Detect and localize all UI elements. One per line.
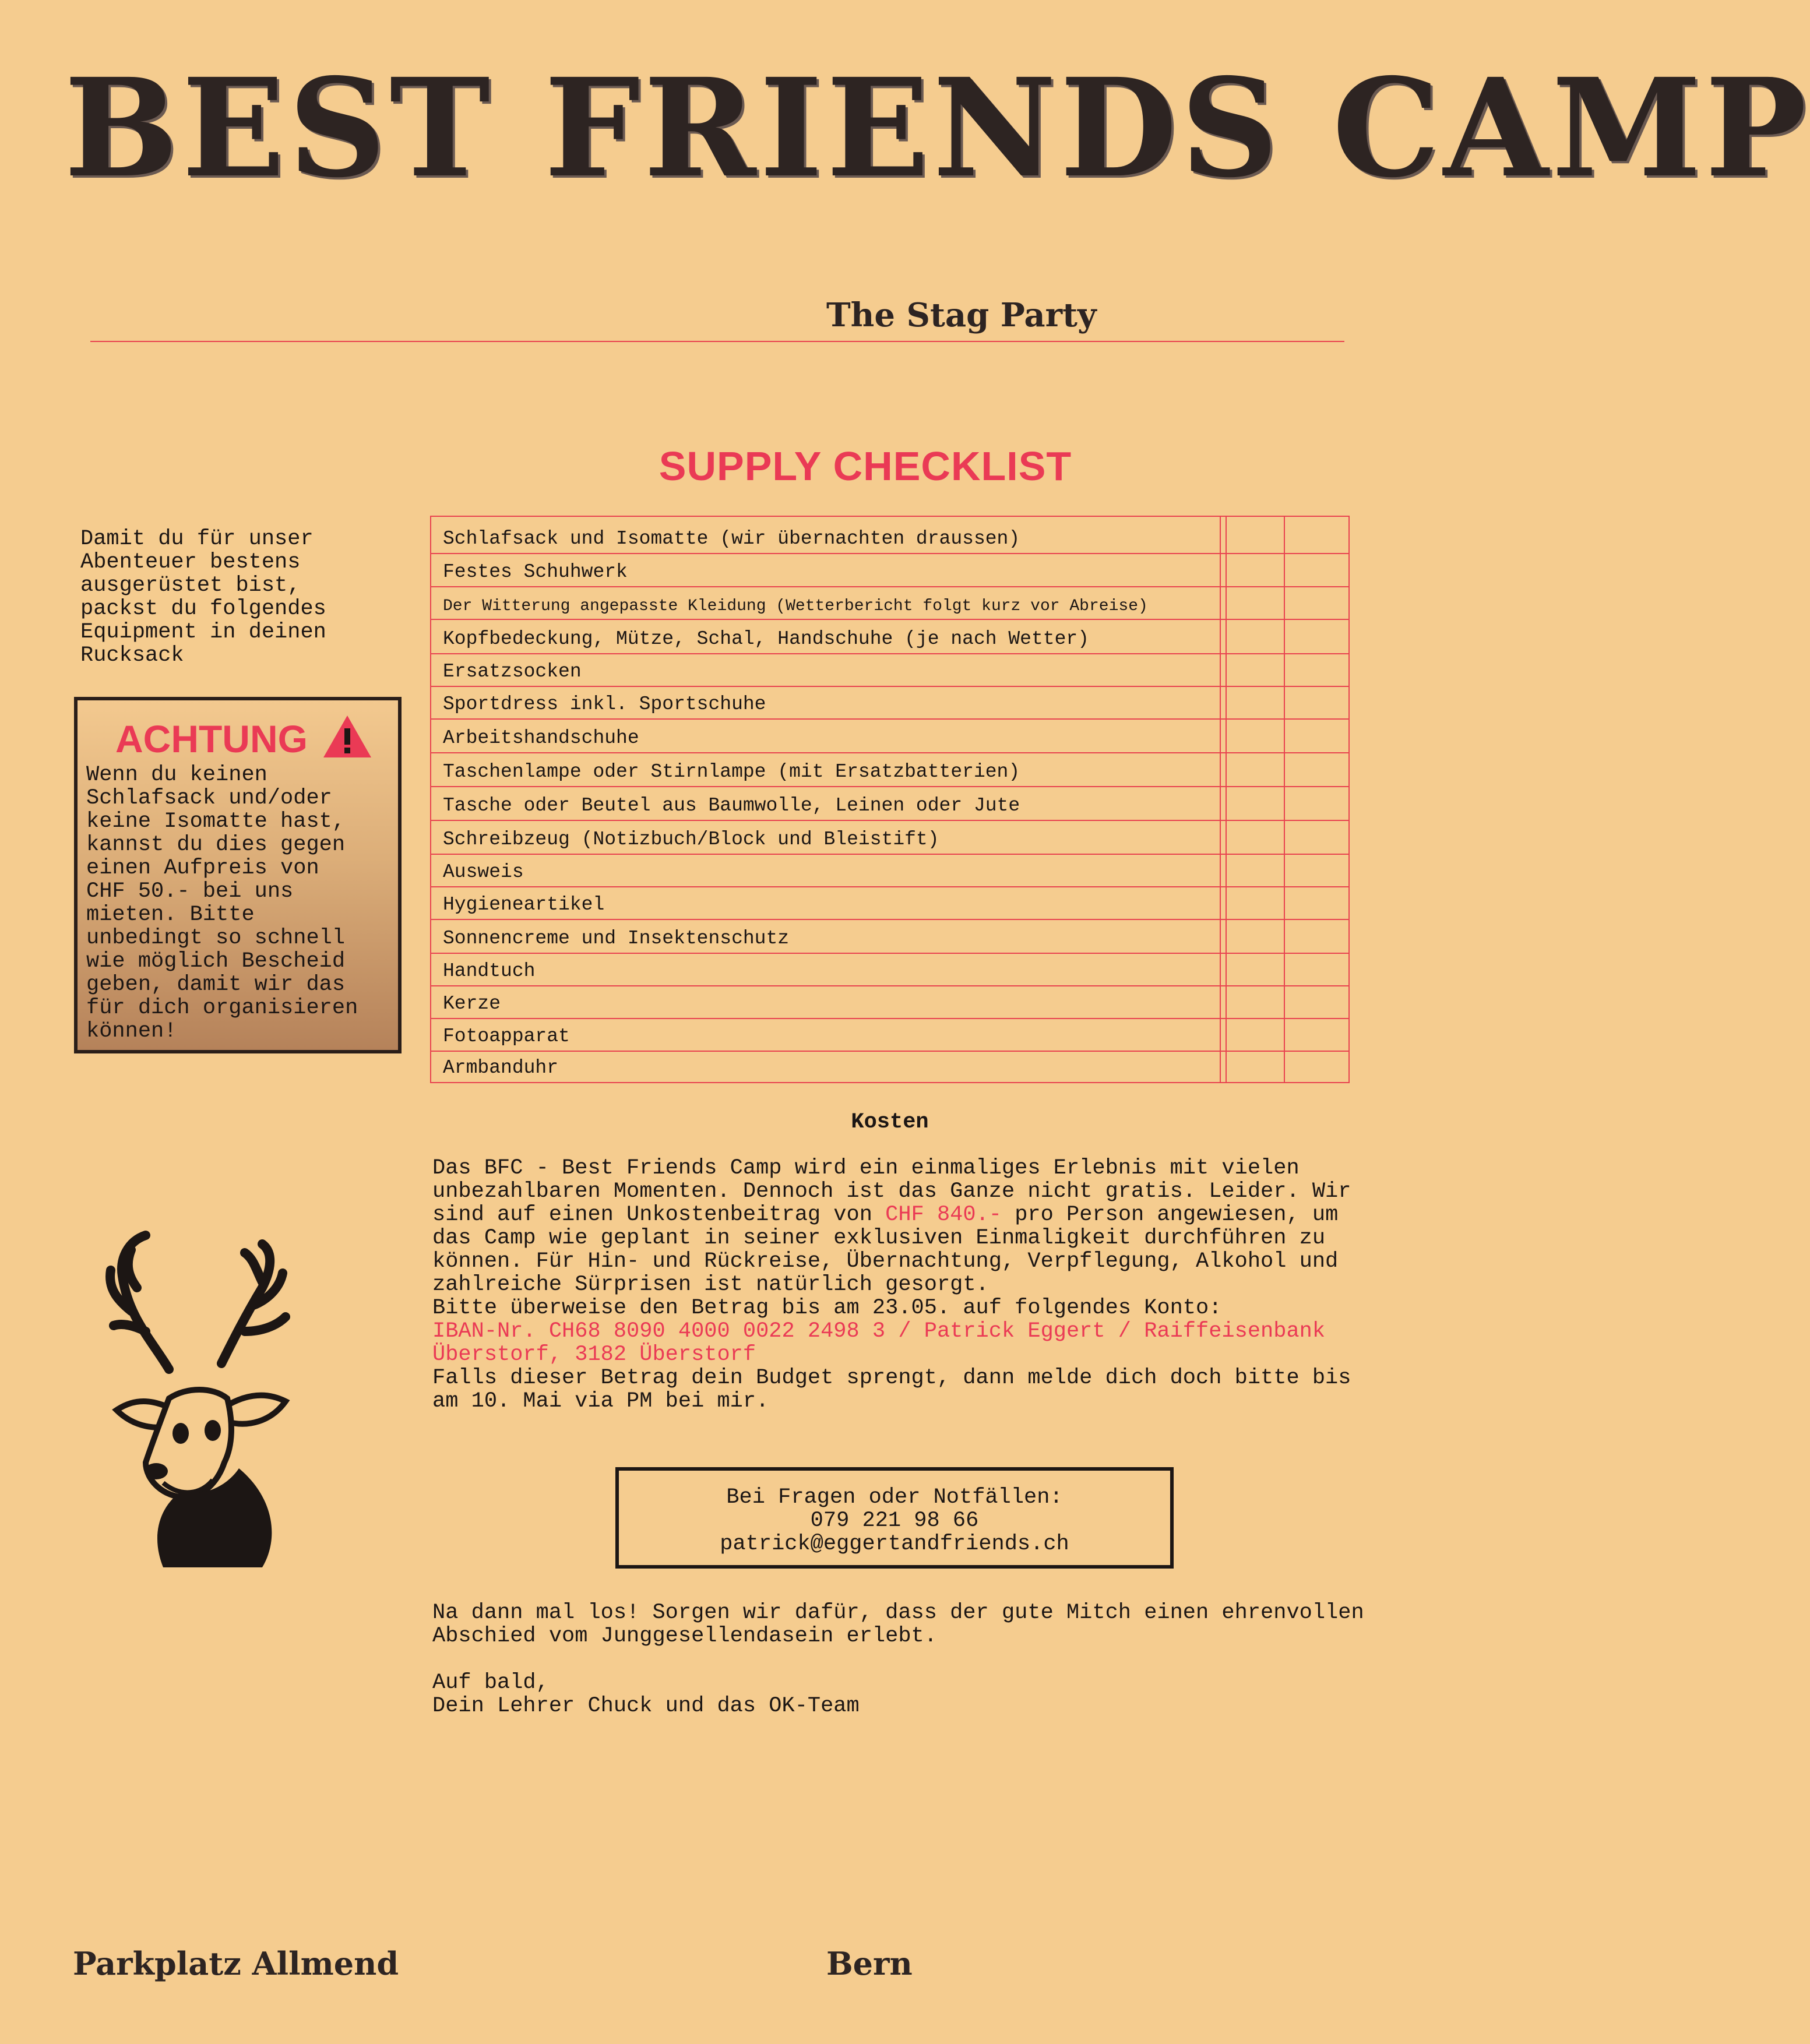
contact-email[interactable]: patrick@eggertandfriends.ch	[720, 1532, 1069, 1556]
checklist-item-label: Sonnencreme und Insektenschutz	[443, 928, 790, 949]
column-divider	[1284, 517, 1285, 1082]
checklist-row	[431, 985, 1348, 1018]
bank-details: IBAN-Nr. CH68 8090 4000 0022 2498 3 / Patrick Eggert / Raiffeisenbank Überstorf, 3182 Überstorf	[432, 1319, 1326, 1367]
contact-phone[interactable]: 079 221 98 66	[810, 1509, 979, 1533]
signoff-greeting: Auf bald,	[432, 1671, 549, 1695]
checklist-row	[431, 619, 1348, 653]
header-divider	[90, 341, 1344, 342]
checklist-row	[431, 653, 1348, 686]
checklist-row	[431, 686, 1348, 718]
signoff-signature: Dein Lehrer Chuck und das OK-Team	[432, 1694, 860, 1718]
column-divider	[1226, 517, 1227, 1082]
costs-paragraph: Das BFC - Best Friends Camp wird ein einmaliges Erlebnis mit vielen unbezahlbaren Momenten. Dennoch ist das Ganze nicht gratis. Leider. Wir sind auf einen Unkostenbeitrag von CHF 840.- pro Person angewiesen, um das Camp wie geplant in seiner exklusiven Einmaligkeit durchführen zu können. Für Hin- und Rückreise, Übernachtung, Verpflegung, Alkohol und zahlreiche Sürprisen ist natürlich gesorgt.	[432, 1156, 1351, 1297]
costs-text	[432, 1157, 1365, 1413]
camp-title: BEST FRIENDS CAMP	[64, 48, 1810, 207]
warning-triangle-icon	[322, 714, 372, 759]
intro-text: Damit du für unser Abenteuer bestens ausgerüstet bist, packst du folgendes Equipment in deinen Rucksack	[80, 527, 326, 668]
checklist-item-label: Kopfbedeckung, Mütze, Schal, Handschuhe (je nach Wetter)	[443, 628, 1089, 650]
checklist-item-label: Kerze	[443, 993, 501, 1014]
warning-title: ACHTUNG	[115, 717, 308, 760]
checklist-item-label: Der Witterung angepasste Kleidung (Wetterbericht folgt kurz vor Abreise)	[443, 597, 1148, 615]
checklist-row	[431, 786, 1348, 820]
contact-heading: Bei Fragen oder Notfällen:	[726, 1485, 1063, 1510]
costs-heading: Kosten	[851, 1110, 929, 1134]
checklist-item-label: Fotoapparat	[443, 1025, 570, 1047]
closing-text: Na dann mal los! Sorgen wir dafür, dass der gute Mitch einen ehrenvollen Abschied vom Junggesellendasein erlebt.	[432, 1601, 1364, 1648]
checklist-row	[431, 517, 1348, 553]
warning-box	[74, 697, 402, 1053]
checklist-row	[431, 553, 1348, 586]
warning-text: Wenn du keinen Schlafsack und/oder keine Isomatte hast, kannst du dies gegen einen Aufpreis von CHF 50.- bei uns mieten. Bitte unbedingt so schnell wie möglich Bescheid geben, damit wir das für dich organisieren können!	[86, 763, 358, 1044]
checklist-row	[431, 919, 1348, 953]
footer-location: Parkplatz Allmend	[73, 1945, 399, 1982]
checklist-item-label: Hygieneartikel	[443, 894, 605, 915]
checklist-item-label: Taschenlampe oder Stirnlampe (mit Ersatzbatterien)	[443, 761, 1020, 783]
cost-amount: CHF 840.-	[885, 1203, 1002, 1227]
budget-note: Falls dieser Betrag dein Budget sprengt, dann melde dich doch bitte bis am 10. Mai via PM bei mir.	[432, 1366, 1351, 1414]
checklist-item-label: Schreibzeug (Notizbuch/Block und Bleistift)	[443, 829, 939, 850]
checklist-item-label: Tasche oder Beutel aus Baumwolle, Leinen oder Jute	[443, 795, 1020, 816]
footer-city: Bern	[826, 1945, 913, 1982]
checklist-row	[431, 953, 1348, 985]
checklist-item-label: Arbeitshandschuhe	[443, 727, 639, 749]
column-divider	[1220, 517, 1221, 1082]
supply-checklist	[430, 516, 1350, 1083]
checklist-title: SUPPLY CHECKLIST	[658, 443, 1072, 489]
contact-box	[615, 1467, 1174, 1569]
checklist-row	[431, 820, 1348, 854]
checklist-row	[431, 718, 1348, 752]
checklist-item-label: Ausweis	[443, 861, 524, 883]
signoff	[432, 1671, 1365, 1718]
checklist-item-label: Ersatzsocken	[443, 661, 582, 682]
checklist-row	[431, 1018, 1348, 1051]
checklist-item-label: Handtuch	[443, 960, 536, 982]
checklist-item-label: Festes Schuhwerk	[443, 561, 628, 583]
checklist-row	[431, 854, 1348, 886]
checklist-item-label: Schlafsack und Isomatte (wir übernachten draussen)	[443, 528, 1020, 549]
checklist-row	[431, 586, 1348, 619]
event-subtitle: The Stag Party	[826, 296, 1097, 334]
checklist-row	[431, 1051, 1348, 1082]
checklist-item-label: Sportdress inkl. Sportschuhe	[443, 693, 766, 715]
payment-deadline: Bitte überweise den Betrag bis am 23.05. auf folgendes Konto:	[432, 1296, 1222, 1320]
checklist-row	[431, 886, 1348, 919]
checklist-item-label: Armbanduhr	[443, 1057, 559, 1079]
stag-head-icon	[87, 1224, 309, 1573]
checklist-row	[431, 752, 1348, 786]
